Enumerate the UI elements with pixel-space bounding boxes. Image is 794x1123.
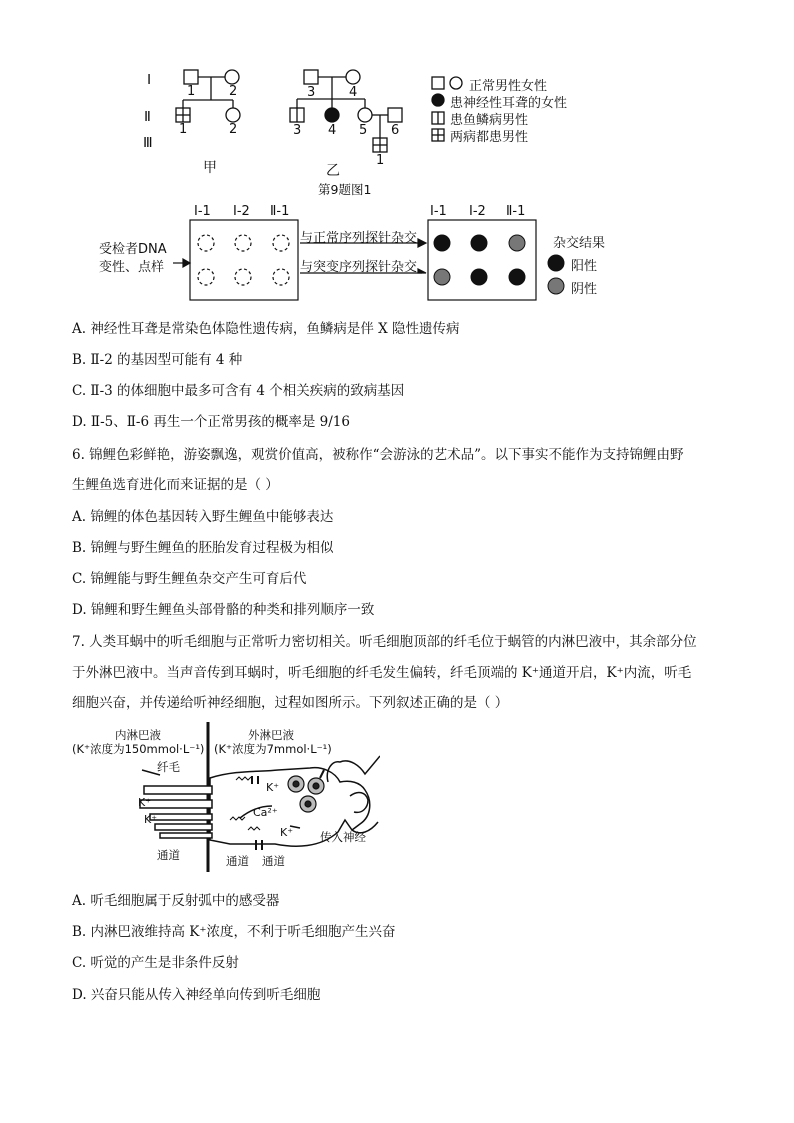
hyb-left-col-3: Ⅱ-1 [270, 204, 290, 219]
gen-label-II: Ⅱ [144, 110, 151, 125]
q6-stem-line-2: 生鲤鱼选育进化而来证据的是（ ） [72, 477, 279, 493]
q7-option-c: C. 听觉的产生是非条件反射 [72, 955, 239, 971]
hyb-left-col-1: Ⅰ-1 [194, 204, 211, 219]
q7-option-d: D. 兴奋只能从传入神经单向传到听毛细胞 [72, 987, 321, 1003]
fig-k-label-1: K⁺ [138, 796, 152, 809]
jia-II1-number: 1 [179, 122, 188, 137]
dot-mutant-I1-negative [434, 269, 450, 285]
dot-normal-II1-negative [509, 235, 525, 251]
fig-k-label-4: K⁺ [280, 826, 294, 839]
q6-option-a: A. 锦鲤的体色基因转入野生鲤鱼中能够表达 [72, 509, 334, 525]
jia-I1-number: 1 [187, 84, 196, 99]
jia-II2-number: 2 [229, 122, 238, 137]
gen-label-I: Ⅰ [147, 73, 152, 88]
jia-I2-number: 2 [229, 84, 238, 99]
hyb-right-col-3: Ⅱ-1 [506, 204, 526, 219]
fig-inner-title: 内淋巴液 [115, 728, 161, 742]
fig-outer-conc: (K⁺浓度为7mmol·L⁻¹) [214, 742, 332, 756]
q7-option-b: B. 内淋巴液维持高 K⁺浓度，不利于听毛细胞产生兴奋 [72, 924, 396, 940]
legend-ichthyosis-male: 患鱼鳞病男性 [450, 113, 529, 128]
probe-mutant-label: 与突变序列探针杂交 [300, 260, 418, 275]
fig-channel-label-3: 通道 [262, 854, 285, 868]
fig-outer-title: 外淋巴液 [248, 728, 294, 742]
figure-caption: 第9题图1 [318, 182, 372, 197]
fig-channel-label-2: 通道 [226, 854, 249, 868]
q7-stem-line-1: 7. 人类耳蜗中的听毛细胞与正常听力密切相关。听毛细胞顶部的纤毛位于蜗管的内淋巴液中，其余部分位 [72, 634, 697, 650]
q5-option-c: C. Ⅱ-3 的体细胞中最多可含有 4 个相关疾病的致病基因 [72, 383, 405, 399]
yi-I4-number: 4 [349, 85, 358, 100]
hyb-right-col-2: Ⅰ-2 [469, 204, 486, 219]
legend-normal: 正常男性女性 [469, 79, 548, 94]
yi-II3-number: 3 [293, 123, 302, 138]
legend-deaf-female: 患神经性耳聋的女性 [450, 96, 568, 111]
q5-option-b: B. Ⅱ-2 的基因型可能有 4 种 [72, 352, 243, 368]
q7-stem-line-3: 细胞兴奋，并传递给听神经细胞，过程如图所示。下列叙述正确的是（ ） [72, 695, 509, 711]
q6-option-b: B. 锦鲤与野生鲤鱼的胚胎发育过程极为相似 [72, 540, 334, 556]
gen-label-III: Ⅲ [143, 136, 153, 151]
yi-II5-number: 5 [359, 123, 368, 138]
fig-k-label-2: K⁺ [144, 813, 158, 826]
q6-option-c: C. 锦鲤能与野生鲤鱼杂交产生可育后代 [72, 571, 307, 587]
yi-family-label: 乙 [326, 163, 340, 179]
yi-II6-number: 6 [391, 123, 400, 138]
legend-negative-label: 阴性 [571, 282, 598, 297]
fig-afferent-label: 传入神经 [320, 830, 366, 844]
result-title: 杂交结果 [553, 236, 606, 251]
legend-both-male: 两病都患男性 [450, 130, 529, 145]
jia-family-label: 甲 [203, 160, 217, 176]
fig-inner-conc: (K⁺浓度为150mmol·L⁻¹) [72, 742, 205, 756]
yi-III1-number: 1 [376, 153, 385, 168]
yi-I3-number: 3 [307, 85, 316, 100]
legend-positive-label: 阳性 [571, 259, 598, 274]
hyb-left-col-2: Ⅰ-2 [233, 204, 250, 219]
dot-normal-I1-positive [434, 235, 450, 251]
legend-positive-dot [548, 255, 564, 271]
hyb-left-label-1: 受检者DNA [99, 242, 167, 257]
q7-stem-line-2: 于外淋巴液中。当声音传到耳蜗时，听毛细胞的纤毛发生偏转，纤毛顶端的 K⁺通道开启，K⁺内流，听毛 [72, 665, 692, 681]
pedigree-figure [0, 0, 794, 200]
fig-ca-label: Ca²⁺ [253, 806, 278, 819]
dot-normal-I2-positive [471, 235, 487, 251]
hyb-left-label-2: 变性、点样 [99, 260, 165, 275]
probe-normal-label: 与正常序列探针杂交 [300, 231, 418, 246]
fig-channel-label-1: 通道 [157, 848, 180, 862]
q6-option-d: D. 锦鲤和野生鲤鱼头部骨骼的种类和排列顺序一致 [72, 602, 375, 618]
yi-II4-number: 4 [328, 123, 337, 138]
q7-option-a: A. 听毛细胞属于反射弧中的感受器 [72, 893, 280, 909]
hyb-right-col-1: Ⅰ-1 [430, 204, 447, 219]
dot-mutant-II1-positive [509, 269, 525, 285]
q5-option-d: D. Ⅱ-5、Ⅱ-6 再生一个正常男孩的概率是 9/16 [72, 414, 350, 430]
q6-stem-line-1: 6. 锦鲤色彩鲜艳，游姿飘逸，观赏价值高，被称作“会游泳的艺术品”。以下事实不能作为支持锦鲤由野 [72, 447, 684, 463]
q5-option-a: A. 神经性耳聋是常染色体隐性遗传病，鱼鳞病是伴 X 隐性遗传病 [72, 321, 460, 337]
legend-negative-dot [548, 278, 564, 294]
fig-k-label-3: K⁺ [266, 781, 280, 794]
fig-cilia-label: 纤毛 [157, 760, 180, 774]
dot-mutant-I2-positive [471, 269, 487, 285]
